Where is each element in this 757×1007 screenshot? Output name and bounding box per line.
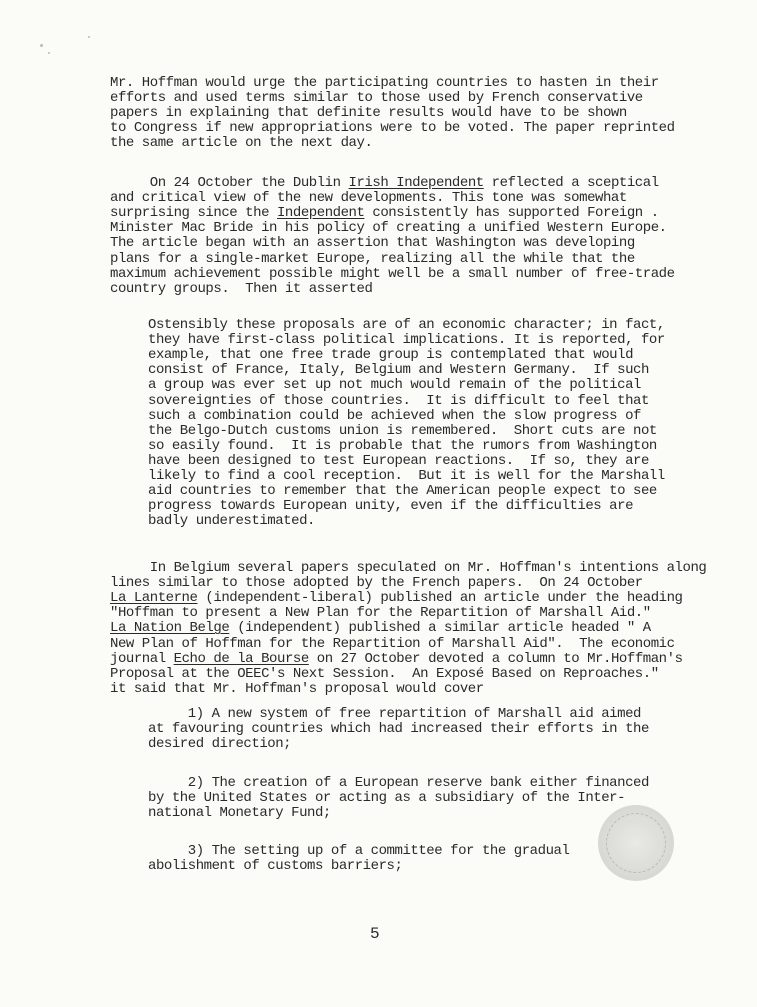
text-line: the Belgo-Dutch customs union is remembered. Short cuts are not [148,422,657,439]
text-line: "Hoffman to present a New Plan for the Repartition of Marshall Aid." [110,605,651,622]
publication-title: Independent [276,205,365,222]
paper-speck [40,44,43,47]
page-number: 5 [370,925,380,943]
text-line: desired direction; [148,736,292,753]
text-line [110,591,683,606]
text-line: example, that one free trade group is contemplated that would [148,347,634,364]
text-line: plans for a single-market Europe, realizing all the while that the [110,250,635,267]
text-line: abolishment of customs barriers; [148,858,403,875]
text-line: country groups. Then it asserted [110,280,373,297]
text-line: have been designed to test European reactions. If so, they are [148,452,649,469]
text-line: New Plan of Hoffman for the Repartition of Marshall Aid". The economic [110,635,675,652]
text-line: consist of France, Italy, Belgium and Western Germany. If such [148,362,649,379]
text-line: 2) The creation of a European reserve bank either financed [148,775,649,791]
text-line: such a combination could be achieved when the slow progress of [148,407,641,424]
text-line [110,621,651,636]
text-line: likely to find a cool reception. But it is well for the Marshall [148,468,665,484]
text-line: at favouring countries which had increased their efforts in the [148,721,649,738]
text-line: 1) A new system of free repartition of Marshall aid aimed [148,706,641,722]
text-line: national Monetary Fund; [148,805,331,822]
text-line [110,176,659,191]
publication-title: Echo de la Bourse [173,650,309,667]
text-line: to Congress if new appropriations were to be voted. The paper reprinted [110,120,675,137]
text-segment: on 27 October devoted a column to Mr.Hoffman's [308,650,683,667]
text-line: papers in explaining that definite results would have to be shown [110,105,627,122]
text-line: progress towards European unity, even if the difficulties are [148,498,634,515]
paper-speck [88,36,90,38]
publication-title: La Nation Belge [110,620,230,637]
text-line [110,652,683,667]
publication-title: Irish Independent [348,175,484,191]
archives-stamp [598,805,674,881]
text-segment: (independent-liberal) published an article under the heading [197,590,683,607]
text-segment: consistently has supported Foreign . [364,205,659,222]
text-line: 3) The setting up of a committee for the gradual [148,843,570,859]
text-line: In Belgium several papers speculated on Mr. Hoffman's intentions along [110,560,707,576]
text-line: so easily found. It is probable that the rumors from Washington [148,437,657,454]
text-line: aid countries to remember that the American people expect to see [148,483,657,500]
text-line: Proposal at the OEEC's Next Session. An Exposé Based on Reproaches." [110,665,659,682]
text-line: Minister Mac Bride in his policy of creating a unified Western Europe. [110,220,667,237]
text-line: badly underestimated. [148,513,315,530]
paper-speck [48,52,50,54]
text-line: efforts and used terms similar to those used by French conservative [110,90,643,107]
text-line: it said that Mr. Hoffman's proposal would cover [110,680,484,697]
text-line: a group was ever set up not much would remain of the political [148,377,641,394]
text-line: by the United States or acting as a subsidiary of the Inter- [148,790,626,807]
text-line: they have first-class political implications. It is reported, for [148,332,665,349]
text-line: sovereignties of those countries. It is difficult to feel that [148,392,649,409]
text-line: Mr. Hoffman would urge the participating countries to hasten in their [110,75,659,91]
text-line: The article began with an assertion that Washington was developing [110,235,635,252]
publication-title: La Lanterne [110,590,198,607]
text-segment: journal [110,650,174,667]
text-line: Ostensibly these proposals are of an economic character; in fact, [148,317,665,333]
text-segment: reflected a sceptical [483,175,659,191]
text-segment: surprising since the [110,205,277,222]
text-segment: On 24 October the Dublin [110,175,349,191]
text-line: the same article on the next day. [110,135,373,152]
text-line: and critical view of the new developments. This tone was somewhat [110,190,627,207]
text-line [110,206,659,221]
text-line: lines similar to those adopted by the French papers. On 24 October [110,575,643,592]
text-segment: (independent) published a similar article headed " A [229,620,651,637]
text-line: maximum achievement possible might well be a small number of free-trade [110,265,675,282]
